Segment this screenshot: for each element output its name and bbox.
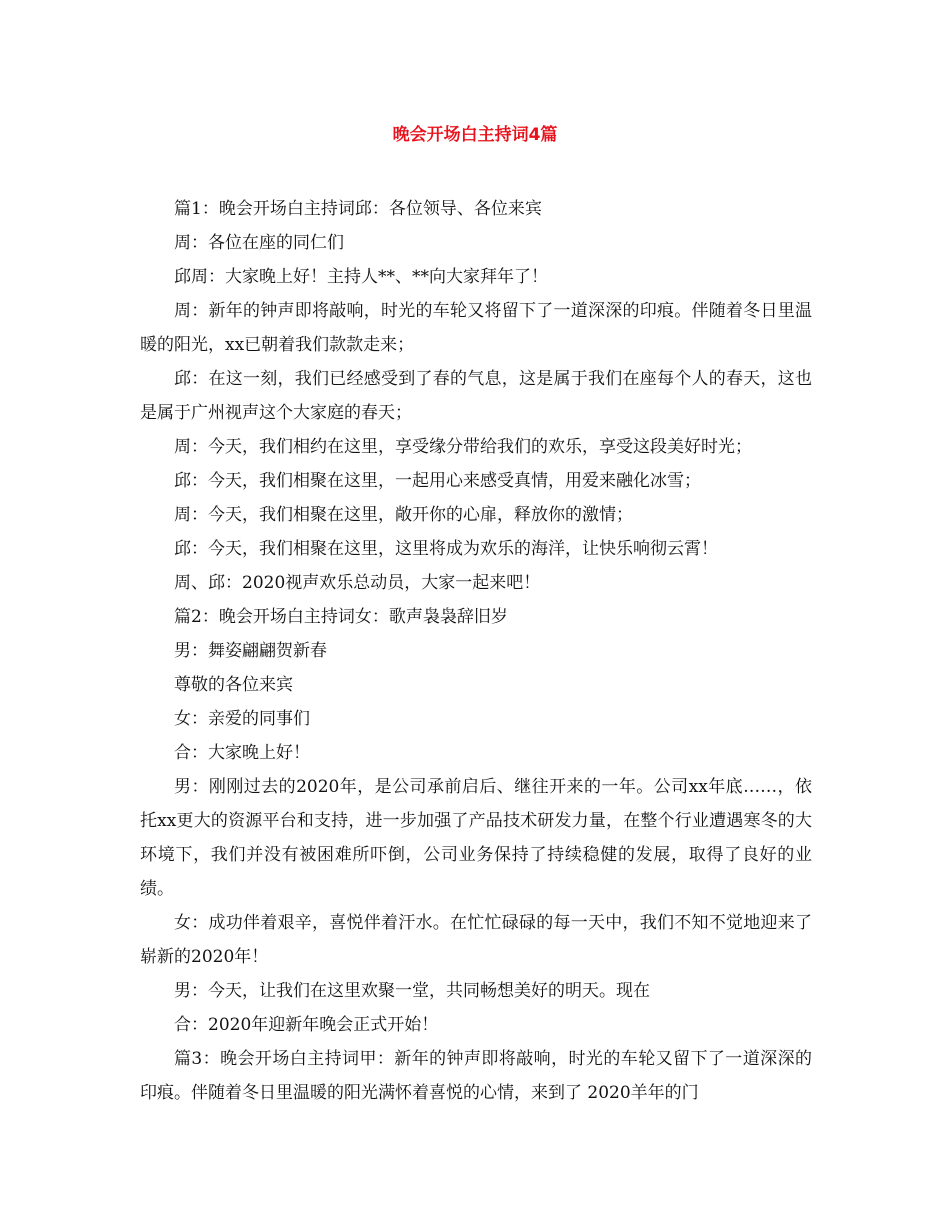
paragraph: 邱：今天，我们相聚在这里，一起用心来感受真情，用爱来融化冰雪； <box>174 471 701 491</box>
paragraph: 篇2：晚会开场白主持词女：歌声袅袅辞旧岁 <box>174 607 508 627</box>
paragraph: 尊敬的各位来宾 <box>174 675 293 695</box>
paragraph: 合：2020年迎新年晚会正式开始！ <box>174 1015 439 1035</box>
paragraph: 周：今天，我们相聚在这里，敞开你的心扉，释放你的激情； <box>174 505 633 525</box>
document-title: 晚会开场白主持词4篇 <box>392 125 558 145</box>
paragraph: 周：今天，我们相约在这里，享受缘分带给我们的欢乐，享受这段美好时光； <box>174 437 752 457</box>
paragraph: 女：亲爱的同事们 <box>174 709 310 729</box>
paragraph: 篇1：晚会开场白主持词邱：各位领导、各位来宾 <box>174 199 542 219</box>
paragraph: 周：新年的钟声即将敲响，时光的车轮又将留下了一道深深的印痕。伴随着冬日里温暖的阳光，xx已朝着我们款款走来； <box>140 301 812 355</box>
paragraph: 周、邱：2020视声欢乐总动员，大家一起来吧！ <box>174 573 541 593</box>
paragraph: 周：各位在座的同仁们 <box>174 233 344 253</box>
paragraph: 女：成功伴着艰辛，喜悦伴着汗水。在忙忙碌碌的每一天中，我们不知不觉地迎来了崭新的2020年！ <box>140 913 812 967</box>
paragraph: 男：舞姿翩翩贺新春 <box>174 641 327 661</box>
paragraph: 男：刚刚过去的2020年，是公司承前启后、继往开来的一年。公司xx年底……，依托xx更大的资源平台和支持，进一步加强了产品技术研发力量，在整个行业遭遇寒冬的大环境下，我们并没有被困难所吓倒，公司业务保持了持续稳健的发展，取得了良好的业绩。 <box>140 777 812 899</box>
paragraph: 邱：在这一刻，我们已经感受到了春的气息，这是属于我们在座每个人的春天，这也是属于广州视声这个大家庭的春天； <box>140 369 812 423</box>
paragraph: 男：今天，让我们在这里欢聚一堂，共同畅想美好的明天。现在 <box>174 981 650 1001</box>
paragraph: 邱：今天，我们相聚在这里，这里将成为欢乐的海洋，让快乐响彻云霄！ <box>174 539 718 559</box>
paragraph: 邱周：大家晚上好！主持人**、**向大家拜年了！ <box>174 267 548 287</box>
paragraph: 合：大家晚上好！ <box>174 743 310 763</box>
document-body <box>140 192 812 1110</box>
paragraph: 篇3：晚会开场白主持词甲：新年的钟声即将敲响，时光的车轮又留下了一道深深的印痕。伴随着冬日里温暖的阳光满怀着喜悦的心情，来到了 2020羊年的门 <box>140 1049 812 1103</box>
